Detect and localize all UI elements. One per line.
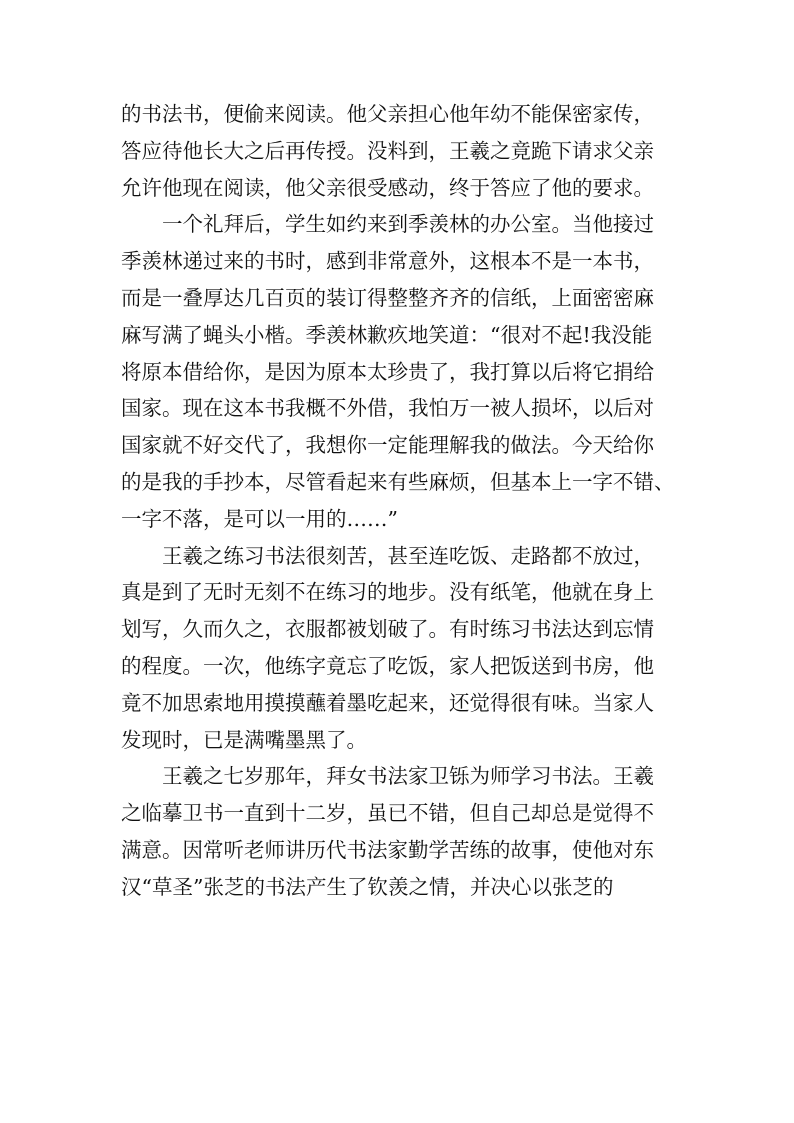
text-line: 答应待他长大之后再传授。没料到，王羲之竟跪下请求父亲 <box>121 138 654 163</box>
text-line: 麻写满了蝇头小楷。季羡林歉疚地笑道：“很对不起!我没能 <box>121 322 653 347</box>
paragraph-start-line: 王羲之练习书法很刻苦，甚至连吃饭、走路都不放过， <box>162 543 654 568</box>
text-line: 而是一叠厚达几百页的装订得整整齐齐的信纸，上面密密麻 <box>121 285 654 310</box>
text-line: 发现时，已是满嘴墨黑了。 <box>121 727 367 752</box>
text-line: 一字不落，是可以一用的……” <box>121 506 398 531</box>
text-line: 将原本借给你，是因为原本太珍贵了，我打算以后将它捐给 <box>121 359 654 384</box>
text-line: 的是我的手抄本，尽管看起来有些麻烦，但基本上一字不错、 <box>121 469 675 494</box>
text-line: 国家。现在这本书我概不外借，我怕万一被人损坏，以后对 <box>121 396 654 421</box>
text-line: 竟不加思索地用摸摸蘸着墨吃起来，还觉得很有味。当家人 <box>121 690 654 715</box>
paragraph-start-line: 一个礼拜后，学生如约来到季羡林的办公室。当他接过 <box>162 212 654 237</box>
text-line: 真是到了无时无刻不在练习的地步。没有纸笔，他就在身上 <box>121 580 654 605</box>
text-line: 允许他现在阅读，他父亲很受感动，终于答应了他的要求。 <box>121 175 654 200</box>
text-line: 划写，久而久之，衣服都被划破了。有时练习书法达到忘情 <box>121 617 654 642</box>
text-line: 季羡林递过来的书时，感到非常意外，这根本不是一本书， <box>121 249 654 274</box>
text-line: 满意。因常听老师讲历代书法家勤学苦练的故事，使他对东 <box>121 837 654 862</box>
text-line: 汉“草圣”张芝的书法产生了钦羡之情，并决心以张芝的 <box>121 874 614 899</box>
document-page <box>121 96 687 906</box>
text-line: 的书法书，便偷来阅读。他父亲担心他年幼不能保密家传， <box>121 102 654 126</box>
text-line: 国家就不好交代了，我想你一定能理解我的做法。今天给你 <box>121 433 654 458</box>
paragraph-start-line: 王羲之七岁那年，拜女书法家卫铄为师学习书法。王羲 <box>162 764 654 789</box>
text-line: 之临摹卫书一直到十二岁，虽已不错，但自己却总是觉得不 <box>121 801 654 826</box>
text-line: 的程度。一次，他练字竟忘了吃饭，家人把饭送到书房，他 <box>121 653 654 678</box>
